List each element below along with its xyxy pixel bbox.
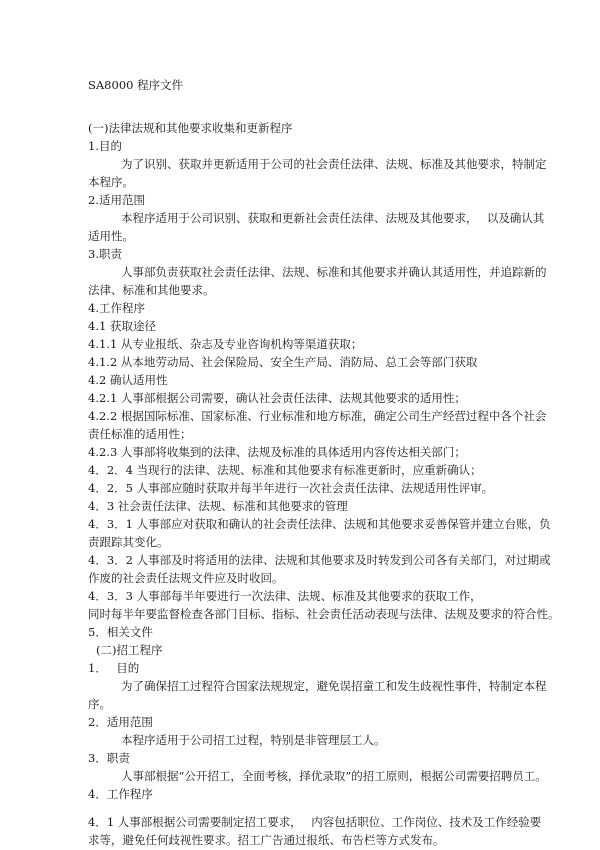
paragraph-line: 责跟踪其变化。 [88,535,169,549]
clause-4-1: 4．1 人事部根据公司需要制定招工要求， 内容包括职位、工作岗位、技术及工作经验要 [88,815,542,829]
clause-4-2-4: 4．2．4 当现行的法律、法规、标准和其他要求有标准更新时，应重新确认； [88,463,482,477]
clause-4-2-5: 4．2．5 人事部应随时获取并每半年进行一次社会责任法律、法规适用性评审。 [88,481,494,495]
paragraph-line: 序。 [88,697,111,711]
paragraph-line: 同时每半年要监督检查各部门目标、指标、社会责任活动表现与法律、法规及要求的符合性。 [88,607,560,621]
clause-4-3-2: 4．3．2 人事部及时将适用的法律、法规和其他要求及时转发到公司各有关部门，对过期或 [88,553,551,567]
paragraph-line: 适用性。 [88,229,134,243]
heading-scope: 2.适用范围 [88,193,145,207]
paragraph-line: 人事部根据“公开招工，全面考核，择优录取”的招工原则，根据公司需要招聘员工。 [121,769,547,783]
section-title-recruitment: (二)招工程序 [96,643,163,657]
heading-procedure: 4.工作程序 [88,301,145,315]
clause-4-3-3: 4．3．3 人事部每半年要进行一次法律、法规、标准及其他要求的获取工作， [88,589,482,603]
paragraph-line: 责任标准的适用性； [88,427,192,441]
heading-purpose: 1． 目的 [88,661,140,675]
paragraph-line: 本程序适用于公司识别、获取和更新社会责任法律、法规及其他要求， 以及确认其 [121,211,545,225]
clause-4-1: 4.1 获取途径 [88,319,156,333]
paragraph-line: 为了确保招工过程符合国家法规规定，避免误招童工和发生歧视性事件，特制定本程 [121,679,547,693]
heading-scope: 2．适用范围 [88,715,153,729]
clause-4-3-1: 4．3．1 人事部应对获取和确认的社会责任法律、法规和其他要求妥善保管并建立台账，负 [88,517,551,531]
heading-related-docs: 5．相关文件 [88,625,153,639]
clause-4-2: 4.2 确认适用性 [88,373,168,387]
heading-procedure: 4．工作程序 [88,787,153,801]
heading-responsibility: 3．职责 [88,751,130,765]
clause-4-2-2: 4.2.2 根据国际标准、国家标准、行业标准和地方标准，确定公司生产经营过程中各个社会 [88,409,547,423]
heading-responsibility: 3.职责 [88,247,122,261]
section-title-laws: (一)法律法规和其他要求收集和更新程序 [88,121,293,135]
clause-4-2-3: 4.2.3 人事部将收集到的法律、法规及标准的具体适用内容传达相关部门； [88,445,466,459]
paragraph-line: 求等，避免任何歧视性要求。招工广告通过报纸、布告栏等方式发布。 [88,833,445,847]
document-header: SA8000 程序文件 [88,78,184,92]
paragraph-line: 本程序适用于公司招工过程，特别是非管理层工人。 [121,733,386,747]
clause-4-1-2: 4.1.2 从本地劳动局、社会保险局、安全生产局、消防局、总工会等部门获取 [88,355,478,369]
clause-4-1-1: 4.1.1 从专业报纸、杂志及专业咨询机构等渠道获取； [88,337,363,351]
paragraph-line: 法律、标准和其他要求。 [88,283,215,297]
clause-4-3: 4．3 社会责任法律、法规、标准和其他要求的管理 [88,499,348,513]
heading-purpose: 1.目的 [88,139,122,153]
paragraph-line: 本程序。 [88,175,134,189]
clause-4-2-1: 4.2.1 人事部根据公司需要，确认社会责任法律、法规其他要求的适用性； [88,391,466,405]
paragraph-line: 作废的社会责任法规文件应及时收回。 [88,571,284,585]
paragraph-line: 为了识别、获取并更新适用于公司的社会责任法律、法规、标准及其他要求，特制定 [121,157,547,171]
paragraph-line: 人事部负责获取社会责任法律、法规、标准和其他要求并确认其适用性，并追踪新的 [121,265,547,279]
